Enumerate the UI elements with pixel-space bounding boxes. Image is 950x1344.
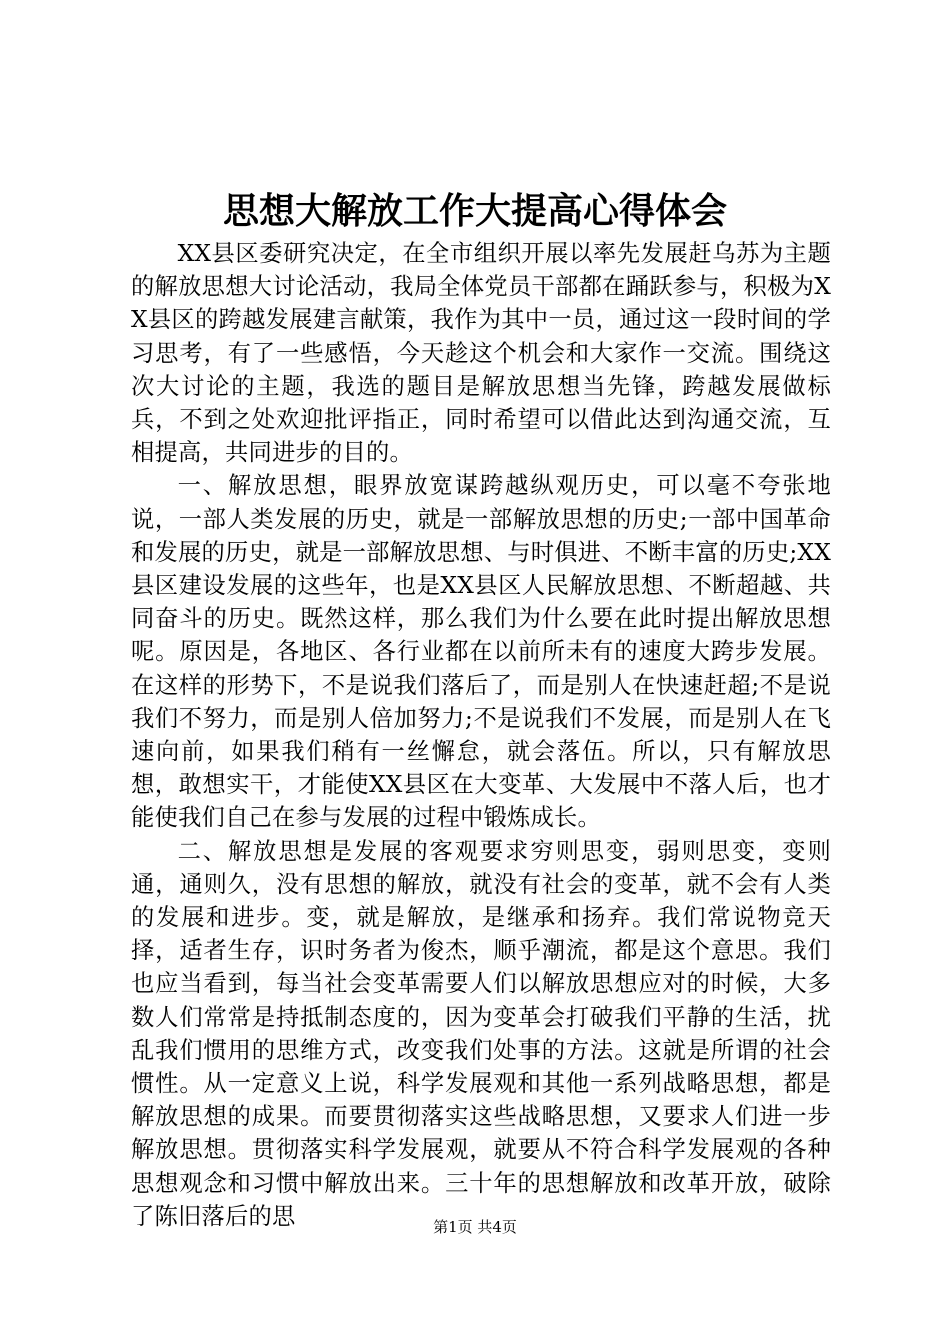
page-number-footer: 第1页 共4页	[433, 1218, 517, 1236]
document-title: 思想大解放工作大提高心得体会	[222, 190, 727, 232]
paragraph-intro: XX县区委研究决定，在全市组织开展以率先发展赶乌苏为主题的解放思想大讨论活动，我局全体党员干部都在踊跃参与，积极为XX县区的跨越发展建言献策，我作为其中一员，通过这一段时间的学习思考，有了一些感悟，今天趁这个机会和大家作一交流。围绕这次大讨论的主题，我选的题目是解放思想当先锋，跨越发展做标兵，不到之处欢迎批评指正，同时希望可以借此达到沟通交流，互相提高，共同进步的目的。	[131, 240, 831, 467]
paragraph-section-one: 一、解放思想，眼界放宽谋跨越纵观历史，可以毫不夸张地说，一部人类发展的历史，就是一部解放思想的历史;一部中国革命和发展的历史，就是一部解放思想、与时俱进、不断丰富的历史;XX县区建设发展的这些年，也是XX县区人民解放思想、不断超越、共同奋斗的历史。既然这样，那么我们为什么要在此时提出解放思想呢。原因是，各地区、各行业都在以前所未有的速度大跨步发展。在这样的形势下，不是说我们落后了，而是别人在快速赶超;不是说我们不努力，而是别人倍加努力;不是说我们不发展，而是别人在飞速向前，如果我们稍有一丝懈怠，就会落伍。所以，只有解放思想，敢想实干，才能使XX县区在大变革、大发展中不落人后，也才能使我们自己在参与发展的过程中锻炼成长。	[131, 472, 831, 832]
paragraph-section-two: 二、解放思想是发展的客观要求穷则思变，弱则思变，变则通，通则久，没有思想的解放，就没有社会的变革，就不会有人类的发展和进步。变，就是解放，是继承和扬弃。我们常说物竞天择，适者生存，识时务者为俊杰，顺乎潮流，都是这个意思。我们也应当看到，每当社会变革需要人们以解放思想应对的时候，大多数人们常常是持抵制态度的，因为变革会打破我们平静的生活，扰乱我们惯用的思维方式，改变我们处事的方法。这就是所谓的社会惯性。从一定意义上说，科学发展观和其他一系列战略思想，都是解放思想的成果。而要贯彻落实这些战略思想，又要求人们进一步解放思想。贯彻落实科学发展观，就要从不符合科学发展观的各种思想观念和习惯中解放出来。三十年的思想解放和改革开放，破除了陈旧落后的思	[131, 837, 831, 1230]
